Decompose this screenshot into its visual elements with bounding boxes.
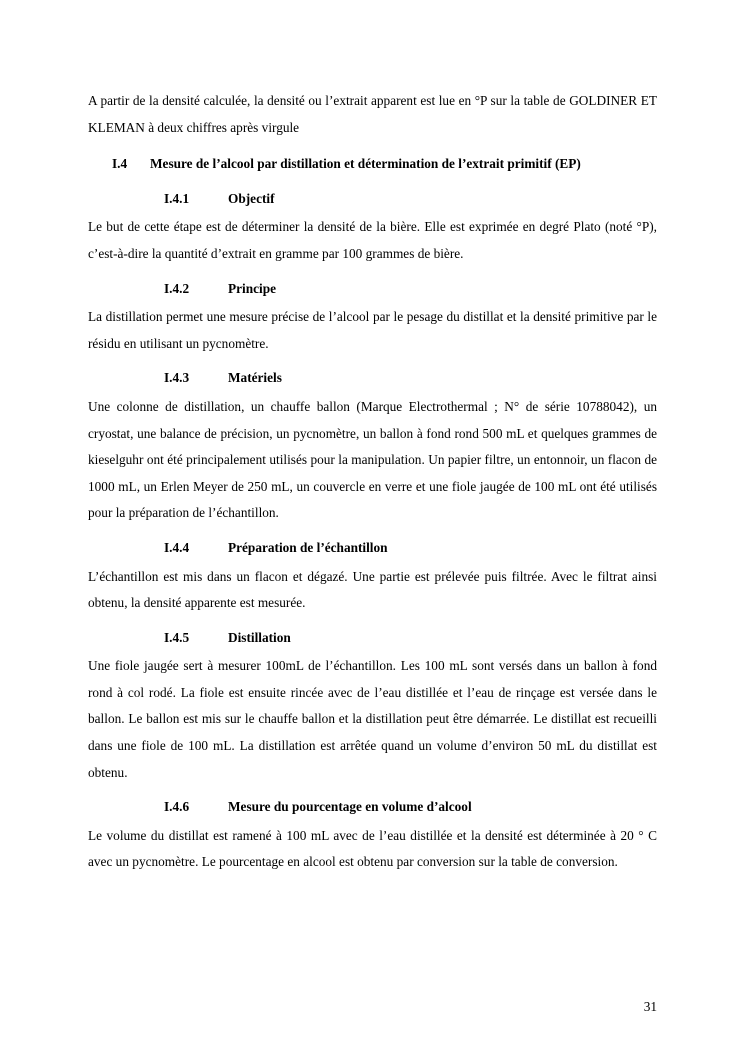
subsection-title: Préparation de l’échantillon: [228, 539, 388, 555]
subsection-paragraph: Une colonne de distillation, un chauffe ballon (Marque Electrothermal ; N° de série 10788042), un cryostat, une balance de précision, un pycnomètre, un ballon à fond rond 500 mL et quelques grammes de kieselguhr ont été principalement utilisés pour la manipulation. Un papier filtre, un entonnoir, un flacon de 1000 mL, un Erlen Meyer de 250 mL, un couvercle en verre et une fiole jaugée de 100 mL ont été utilisés pour la préparation de l’échantillon.: [88, 398, 657, 521]
subsection-number: I.4.4: [164, 539, 190, 555]
subsection-number: I.4.5: [164, 629, 190, 645]
subsection-heading-pourcentage: [88, 794, 657, 821]
subsection-heading-distillation: [88, 625, 657, 652]
section-title: Mesure de l’alcool par distillation et détermination de l’extrait primitif (EP): [150, 156, 581, 172]
section-number: I.4: [112, 156, 128, 172]
subsection-number: I.4.3: [164, 370, 190, 386]
subsection-heading-preparation: [88, 535, 657, 562]
subsection-heading-materiels: [88, 365, 657, 392]
intro-paragraph: A partir de la densité calculée, la densité ou l’extrait apparent est lue en °P sur la table de GOLDINER ET KLEMAN à deux chiffres après virgule: [88, 93, 657, 135]
subsection-title: Matériels: [228, 370, 282, 386]
subsection-title: Mesure du pourcentage en volume d’alcool: [228, 799, 472, 815]
page-number: 31: [643, 999, 657, 1014]
subsection-paragraph: L’échantillon est mis dans un flacon et dégazé. Une partie est prélevée puis filtrée. Avec le filtrat ainsi obtenu, la densité apparente est mesurée.: [88, 568, 657, 611]
section-heading: [88, 151, 657, 178]
subsection-paragraph: Le but de cette étape est de déterminer la densité de la bière. Elle est exprimée en degré Plato (noté °P), c’est-à-dire la quantité d’extrait en gramme par 100 grammes de bière.: [88, 219, 657, 261]
subsection-paragraph: Une fiole jaugée sert à mesurer 100mL de l’échantillon. Les 100 mL sont versés dans un ballon à fond rond à col rodé. La fiole est ensuite rincée avec de l’eau distillée et l’eau de rinçage est versée dans le ballon. Le ballon est mis sur le chauffe ballon et la distillation peut être démarrée. Le distillat est recueilli dans une fiole de 100 mL. La distillation est arrêtée quand un volume d’environ 50 mL du distillat est obtenu.: [88, 658, 657, 780]
subsection-heading-objectif: [88, 186, 657, 213]
subsection-paragraph: La distillation permet une mesure précise de l’alcool par le pesage du distillat et la densité primitive par le résidu en utilisant un pycnomètre.: [88, 309, 657, 351]
subsection-title: Objectif: [228, 190, 275, 206]
subsection-title: Distillation: [228, 629, 291, 645]
subsection-number: I.4.2: [164, 280, 190, 296]
subsection-number: I.4.1: [164, 190, 190, 206]
subsection-number: I.4.6: [164, 799, 190, 815]
subsection-heading-principe: [88, 276, 657, 303]
subsection-title: Principe: [228, 280, 277, 296]
subsection-paragraph: Le volume du distillat est ramené à 100 mL avec de l’eau distillée et la densité est déterminée à 20 ° C avec un pycnomètre. Le pourcentage en alcool est obtenu par conversion sur la table de conversion.: [88, 827, 657, 870]
